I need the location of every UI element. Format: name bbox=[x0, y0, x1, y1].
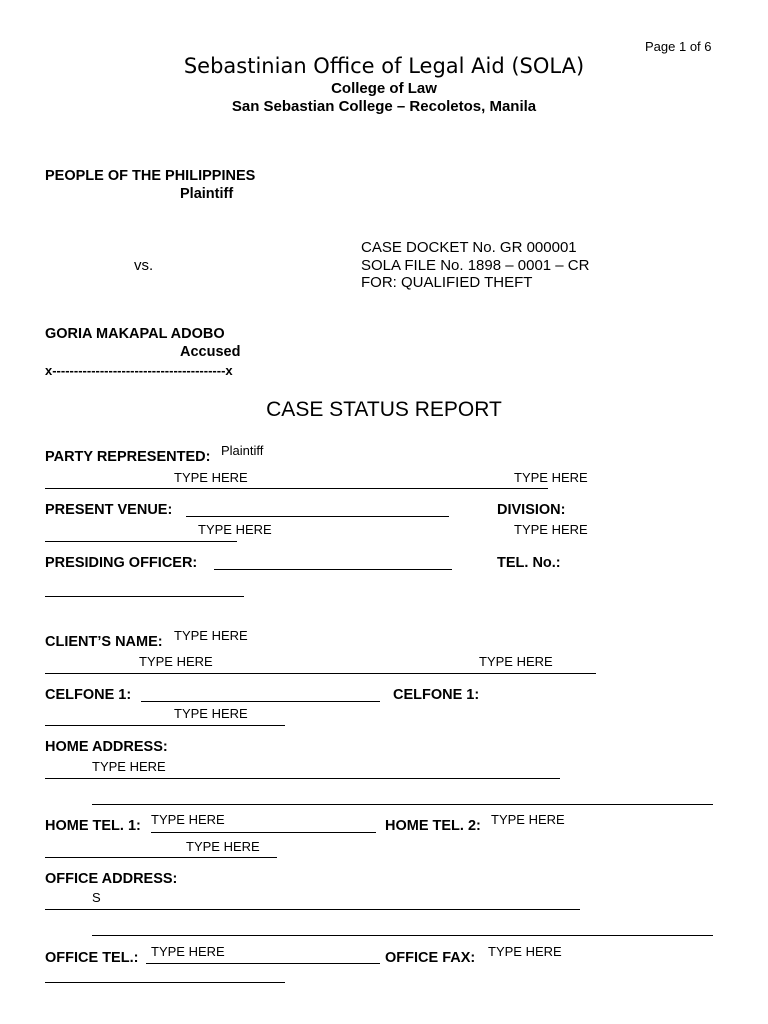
present-venue-value[interactable]: TYPE HERE bbox=[198, 522, 272, 537]
plaintiff-name: PEOPLE OF THE PHILIPPINES bbox=[45, 168, 256, 184]
office-tel-value[interactable]: TYPE HERE bbox=[151, 944, 225, 959]
office-address-value[interactable]: S bbox=[92, 890, 101, 905]
page-number: Page 1 of 6 bbox=[645, 39, 712, 54]
home-tel1-line bbox=[151, 832, 376, 833]
tel-no-label: TEL. No.: bbox=[497, 555, 561, 571]
division-label: DIVISION: bbox=[497, 502, 566, 518]
office-address-line-2[interactable] bbox=[92, 935, 713, 936]
presiding-officer-label: PRESIDING OFFICER: bbox=[45, 555, 198, 571]
clients-name-field-2[interactable]: TYPE HERE bbox=[479, 654, 553, 669]
home-tel2-label: HOME TEL. 2: bbox=[385, 818, 481, 834]
clients-name-label: CLIENT’S NAME: bbox=[45, 634, 163, 650]
clients-name-value[interactable]: TYPE HERE bbox=[174, 628, 248, 643]
home-tel1-label: HOME TEL. 1: bbox=[45, 818, 141, 834]
celfone1-label: CELFONE 1: bbox=[45, 687, 132, 703]
school-name: San Sebastian College – Recoletos, Manila bbox=[231, 98, 537, 115]
accused-role: Accused bbox=[180, 344, 241, 360]
party-represented-label: PARTY REPRESENTED: bbox=[45, 449, 211, 465]
party-field-1[interactable]: TYPE HERE bbox=[174, 470, 248, 485]
tel-no-line[interactable] bbox=[45, 596, 244, 597]
home-address-line-2[interactable] bbox=[92, 804, 713, 805]
office-tel-label: OFFICE TEL.: bbox=[45, 950, 139, 966]
office-name: Sebastinian Office of Legal Aid (SOLA) bbox=[183, 54, 585, 78]
office-tel-line bbox=[146, 963, 380, 964]
report-title: CASE STATUS REPORT bbox=[266, 398, 502, 421]
home-tel1-value[interactable]: TYPE HERE bbox=[151, 812, 225, 827]
home-address-label: HOME ADDRESS: bbox=[45, 739, 168, 755]
present-venue-line bbox=[186, 516, 449, 517]
case-charge: FOR: QUALIFIED THEFT bbox=[361, 274, 533, 291]
home-tel2-value-2[interactable]: TYPE HERE bbox=[186, 839, 260, 854]
celfone2-line bbox=[45, 725, 285, 726]
sola-file: SOLA FILE No. 1898 – 0001 – CR bbox=[361, 257, 590, 274]
home-address-value[interactable]: TYPE HERE bbox=[92, 759, 166, 774]
office-address-line-1 bbox=[45, 909, 580, 910]
celfone2-label: CELFONE 1: bbox=[393, 687, 480, 703]
caption-separator: x----------------------------------------x bbox=[45, 363, 233, 378]
party-line bbox=[45, 488, 548, 489]
office-fax-value[interactable]: TYPE HERE bbox=[488, 944, 562, 959]
office-fax-label: OFFICE FAX: bbox=[385, 950, 476, 966]
presiding-officer-line[interactable] bbox=[214, 569, 452, 570]
celfone1-line[interactable] bbox=[141, 701, 380, 702]
home-tel2-line bbox=[45, 857, 277, 858]
home-tel2-value[interactable]: TYPE HERE bbox=[491, 812, 565, 827]
accused-name: GORIA MAKAPAL ADOBO bbox=[45, 326, 225, 342]
case-docket: CASE DOCKET No. GR 000001 bbox=[361, 239, 577, 256]
plaintiff-role: Plaintiff bbox=[180, 186, 234, 202]
home-address-line-1 bbox=[45, 778, 560, 779]
clients-name-line bbox=[45, 673, 596, 674]
office-address-label: OFFICE ADDRESS: bbox=[45, 871, 178, 887]
present-venue-label: PRESENT VENUE: bbox=[45, 502, 173, 518]
party-field-2[interactable]: TYPE HERE bbox=[514, 470, 588, 485]
division-value[interactable]: TYPE HERE bbox=[514, 522, 588, 537]
party-represented-value[interactable]: Plaintiff bbox=[221, 443, 264, 458]
clients-name-field-1[interactable]: TYPE HERE bbox=[139, 654, 213, 669]
venue-line-2 bbox=[45, 541, 237, 542]
college-name: College of Law bbox=[331, 80, 437, 97]
office-fax-line[interactable] bbox=[45, 982, 285, 983]
versus-text: vs. bbox=[134, 257, 154, 274]
celfone2-value[interactable]: TYPE HERE bbox=[174, 706, 248, 721]
